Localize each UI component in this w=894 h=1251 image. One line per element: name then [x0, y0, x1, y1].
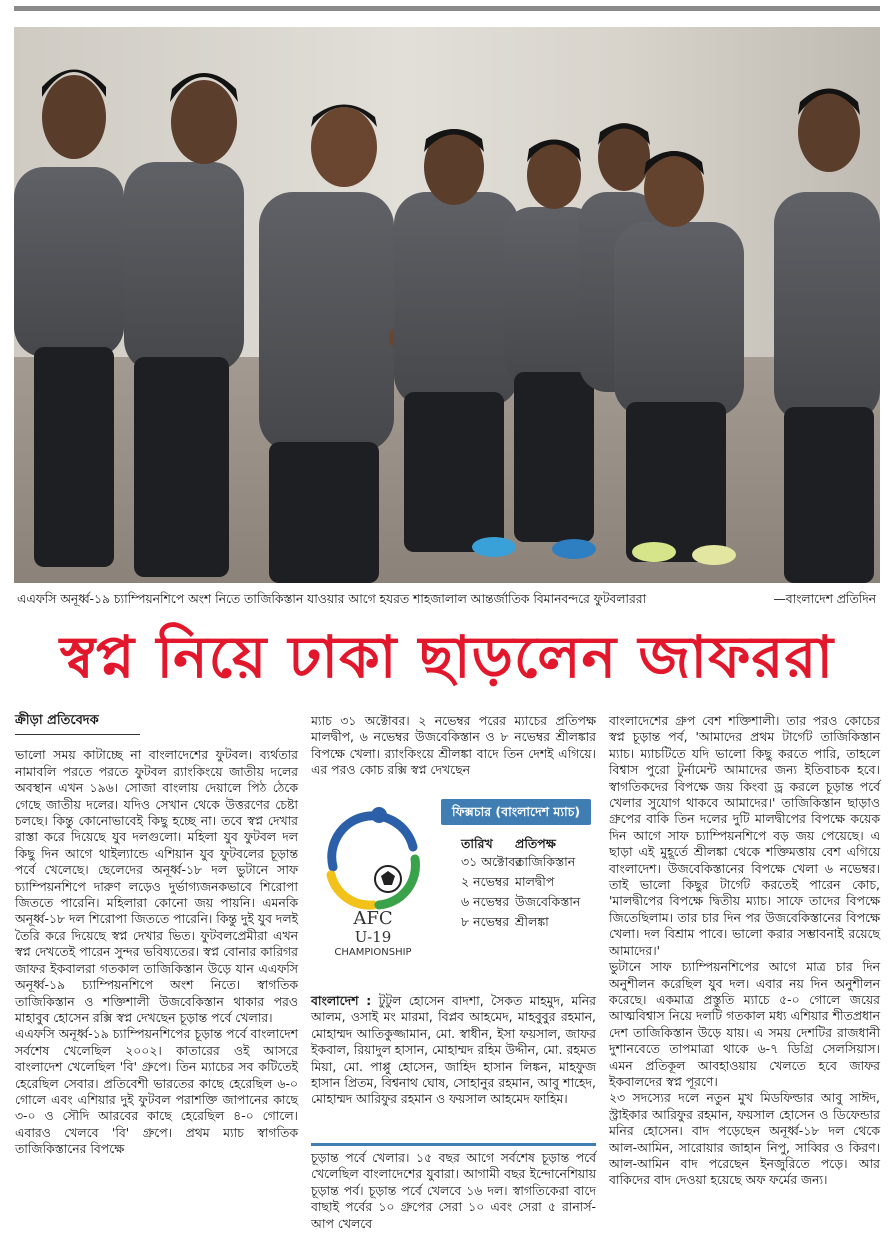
fixture-opponent: তাজিকিস্তান	[515, 854, 576, 869]
article-column-2	[311, 713, 596, 779]
paragraph: ম্যাচ ৩১ অক্টোবর। ২ নভেম্বর পরের ম্যাচের প্রতিপক্ষ মালদ্বীপ, ৬ নভেম্বর উজবেকিস্তান ও ৮ নভেম্বর শ্রীলঙ্কার বিপক্ষে খেলা। র‌্যাংকিংয়ে শ্রীলঙ্কা বাদে তিন দেশই এগিয়ে। এর পরও কোচ রক্সি স্বপ্ন দেখছেন	[311, 713, 596, 778]
fixture-date: ৩১ অক্টোবর	[461, 854, 523, 869]
fixture-date: ৬ নভেম্বর	[461, 894, 510, 909]
paragraph: ২৩ সদস্যের দলে নতুন মুখ মিডফিল্ডার আবু সাঈদ, স্ট্রাইকার আরিফুর রহমান, ফয়সাল হোসেন ও ডিফেন্ডার মনির হোসেন। বাদ পড়েছেন অনূর্ধ্ব-১৮ দল থেকে আল-আমিন, সারোয়ার জাহান নিপু, সাব্বির ও কিরণ। আল-আমিন বাদ পরেছেন ইনজুরিতে পড়ে। আর বাকিদের বাদ দেওয়া হয়েছে অফ ফর্মের জন্য।	[609, 1090, 880, 1188]
paragraph: ভালো সময় কাটাচ্ছে না বাংলাদেশের ফুটবল। ব্যর্থতার নামাবলি পরতে পরতে ফুটবল র‌্যাংকিংয়ে জাতীয় দলের অবস্থান এখন ১৯৬। সোজা বাংলায় দেয়ালে পিঠ ঠেকে গেছে জাতীয় দলের। যদিও সেখান থেকে উত্তরণের চেষ্টা চলছে। কিন্তু কোনোভাবেই কিছু হচ্ছে না। তবে স্বপ্ন দেখার রাস্তা করে দিয়েছে যুব দলগুলো। মহিলা যুব ফুটবল দল কিছু দিন আগে থাইল্যান্ডে এশিয়ান যুব ফুটবলের চূড়ান্ত পর্বে খেলেছে। ছেলেদের অনূর্ধ্ব-১৮ দল ভুটানে সাফ চ্যাম্পিয়নশিপে দারুণ লড়েও দুর্ভাগ্যজনকভাবে শিরোপা জিততে পারেনি। মহিলারা কোনো জয় পায়নি। এমনকি অনূর্ধ্ব-১৮ দল শিরোপা জিততে পারেনি। কিন্তু দুই যুব দলই তৈরি করে দিয়েছে স্বপ্ন দেখার ভিত। ফুটবলপ্রেমীরা এখন স্বপ্ন দেখতেই পারেন সুন্দর ভবিষ্যতের। স্বপ্ন বোনার কারিগর জাফর ইকবালরা গতকাল তাজিকিস্তান উড়ে যান এএফসি অনূর্ধ্ব-১৯ চ্যাম্পিয়নশিপে অংশ নিতে। স্বাগতিক তাজিকিস্তান ও শক্তিশালী উজবেকিস্তান থাকার পরও মাহাবুব হোসেন রক্সি স্বপ্ন দেখছেন চূড়ান্ত পর্বে খেলার।	[15, 747, 298, 1025]
team-photo	[14, 27, 880, 583]
squad-list	[311, 993, 596, 1108]
article-column-1	[15, 713, 298, 1158]
paragraph: ভুটানে সাফ চ্যাম্পিয়নশিপের আগে মাত্র চার দিন অনুশীলন করেছিল যুব দল। এবার নয় দিন অনুশীলন করেছে। একমাত্র প্রস্তুতি ম্যাচে ৫-০ গোলে জয়ের আত্মবিশ্বাস নিয়ে দলটি গতকাল মধ্য এশিয়ার শীতপ্রধান দেশ তাজিকিস্তান উড়ে যায়। এ সময় দেশটির রাজধানী দুশানবেতে তাপমাত্রা থাকে ৬-৭ ডিগ্রি সেলসিয়াস। এমন প্রতিকূল আবহাওয়ায় খেলতে হবে জাফর ইকবালদের স্বপ্ন পূরণে।	[609, 959, 880, 1089]
player-figure	[394, 129, 519, 557]
afc-u19-logo	[313, 797, 435, 957]
byline: ক্রীড়া প্রতিবেদক	[15, 713, 140, 735]
fixture-opponent: মালদ্বীপ	[515, 874, 555, 889]
players-illustration	[14, 27, 880, 583]
fixture-box	[311, 789, 596, 1025]
fixture-date: ২ নভেম্বর	[461, 874, 510, 889]
squad-label: বাংলাদেশ :	[311, 993, 372, 1008]
fixture-opponent: শ্রীলঙ্কা	[515, 914, 549, 929]
headline: স্বপ্ন নিয়ে ঢাকা ছাড়লেন জাফররা	[59, 623, 835, 691]
paragraph: চূড়ান্ত পর্বে খেলার। ১৫ বছর আগে সর্বশেষ চূড়ান্ত পর্বে খেলেছিল বাংলাদেশের যুবারা। আগামী বছর ইন্দোনেশিয়ায় চূড়ান্ত পর্ব। চূড়ান্ত পর্বে খেলবে ১৬ দল। স্বাগতিকেরা বাদে বাছাই পর্বের ১০ গ্রুপের সেরা ১০ এবং সেরা ৫ রানার্স-আপ খেলবে	[311, 1150, 596, 1231]
squad-divider	[311, 1143, 596, 1146]
photo-credit: —বাংলাদেশ প্রতিদিন	[773, 592, 876, 606]
player-figure	[124, 73, 244, 577]
article-column-3	[609, 713, 880, 1189]
article-column-2-continued	[311, 1150, 596, 1232]
fixture-opponent: উজবেকিস্তান	[515, 894, 581, 909]
player-figure	[14, 70, 124, 568]
fixture-title: ফিক্সচার (বাংলাদেশ ম্যাচ)	[441, 799, 591, 825]
logo-text-afc: AFC	[353, 908, 393, 929]
paragraph: এএফসি অনূর্ধ্ব-১৯ চ্যাম্পিয়নশিপের চূড়ান্ত পর্বে বাংলাদেশ সর্বশেষ খেলেছিল ২০০২। কাতারের ওই আসরে বাংলাদেশ খেলেছিল 'বি' গ্রুপে। তিন ম্যাচের সব কটিতেই হেরেছিল সেবার। প্রতিবেশী ভারতের কাছে হেরেছিল ৬-০ গোলে এবং এশিয়ার দুই ফুটবল পরাশক্তি জাপানের কাছে ৩-০ ও সৌদি আরবের কাছে হেরেছিল ৪-০ গোলে। এবারও খেলবে 'বি' গ্রুপে। প্রথম ম্যাচ স্বাগতিক তাজিকিস্তানের বিপক্ষে	[15, 1026, 298, 1157]
player-figure	[774, 89, 880, 584]
squad-names: টুটুল হোসেন বাদশা, সৈকত মাহমুদ, মনির আলম, ওসাই মং মারমা, বিপ্লব আহমেদ, মাহবুবুর রহমান, মোহাম্মদ আতিকুজ্জামান, মো. স্বাধীন, ইসা ফয়সাল, জাফর ইকবাল, রিয়াদুল হাসান, মোহাম্মদ রহিম উদ্দীন, মো. রহমত মিয়া, মো. পাপ্পু হোসেন, জাহিদ হাসান লিঙ্কন, মাহফুজ হাসান প্রিতম, বিশ্বনাথ ঘোষ, সোহানুর রহমান, আবু শাহেদ, মোহাম্মদ আরিফুর রহমান ও ফয়সাল আহমেদ ফাহিম।	[311, 993, 596, 1107]
fixture-date: ৮ নভেম্বর	[461, 914, 510, 929]
fixture-col-opponent: প্রতিপক্ষ	[515, 836, 556, 851]
fixture-col-date: তারিখ	[461, 836, 493, 851]
logo-text-u19: U-19	[354, 928, 392, 946]
caption-text: এএফসি অনূর্ধ্ব-১৯ চ্যাম্পিয়নশিপে অংশ নিতে তাজিকিস্তান যাওয়ার আগে হযরত শাহজালাল আন্তর্জাতিক বিমানবন্দরে ফুটবলাররা	[17, 592, 647, 606]
top-rule	[14, 6, 880, 11]
logo-text-championship: CHAMPIONSHIP	[334, 947, 412, 957]
paragraph: বাংলাদেশের গ্রুপ বেশ শক্তিশালী। তার পরও কোচের স্বপ্ন চূড়ান্ত পর্ব, 'আমাদের প্রথম টার্গেট তাজিকিস্তান ম্যাচ। ম্যাচটিতে যদি ভালো কিছু করতে পারি, তাহলে বিশ্বাস পুরো টুর্নামেন্ট আমাদের জন্য ইতিবাচক হবে। স্বাগতিকদের বিপক্ষে জয় কিংবা ড্র করলে চূড়ান্ত পর্বে খেলার সুযোগ থাকবে আমাদের।' তাজিকিস্তান ছাড়াও গ্রুপের বাকি তিন দলের দুটি মালদ্বীপের বিপক্ষে কয়েক দিন আগে সাফ চ্যাম্পিয়নশিপে বড় জয় পেয়েছে। এ ছাড়া এই মুহূর্তে শ্রীলঙ্কা থেকে শক্তিমত্তায় বেশ এগিয়ে বাংলাদেশ। উজবেকিস্তানের বিপক্ষে খেলা ৬ নভেম্বর। তাই ভালো কিছুর টার্গেট করতেই পারেন কোচ, 'মালদ্বীপের বিপক্ষে দ্বিতীয় ম্যাচ। সাফে তাদের বিপক্ষে জিতেছিলাম। তার চার দিন পর উজবেকিস্তানের বিপক্ষে খেলা। দল বিশ্রাম পাবে। ভালো করার সম্ভাবনাই রয়েছে আমাদের।'	[609, 713, 880, 958]
